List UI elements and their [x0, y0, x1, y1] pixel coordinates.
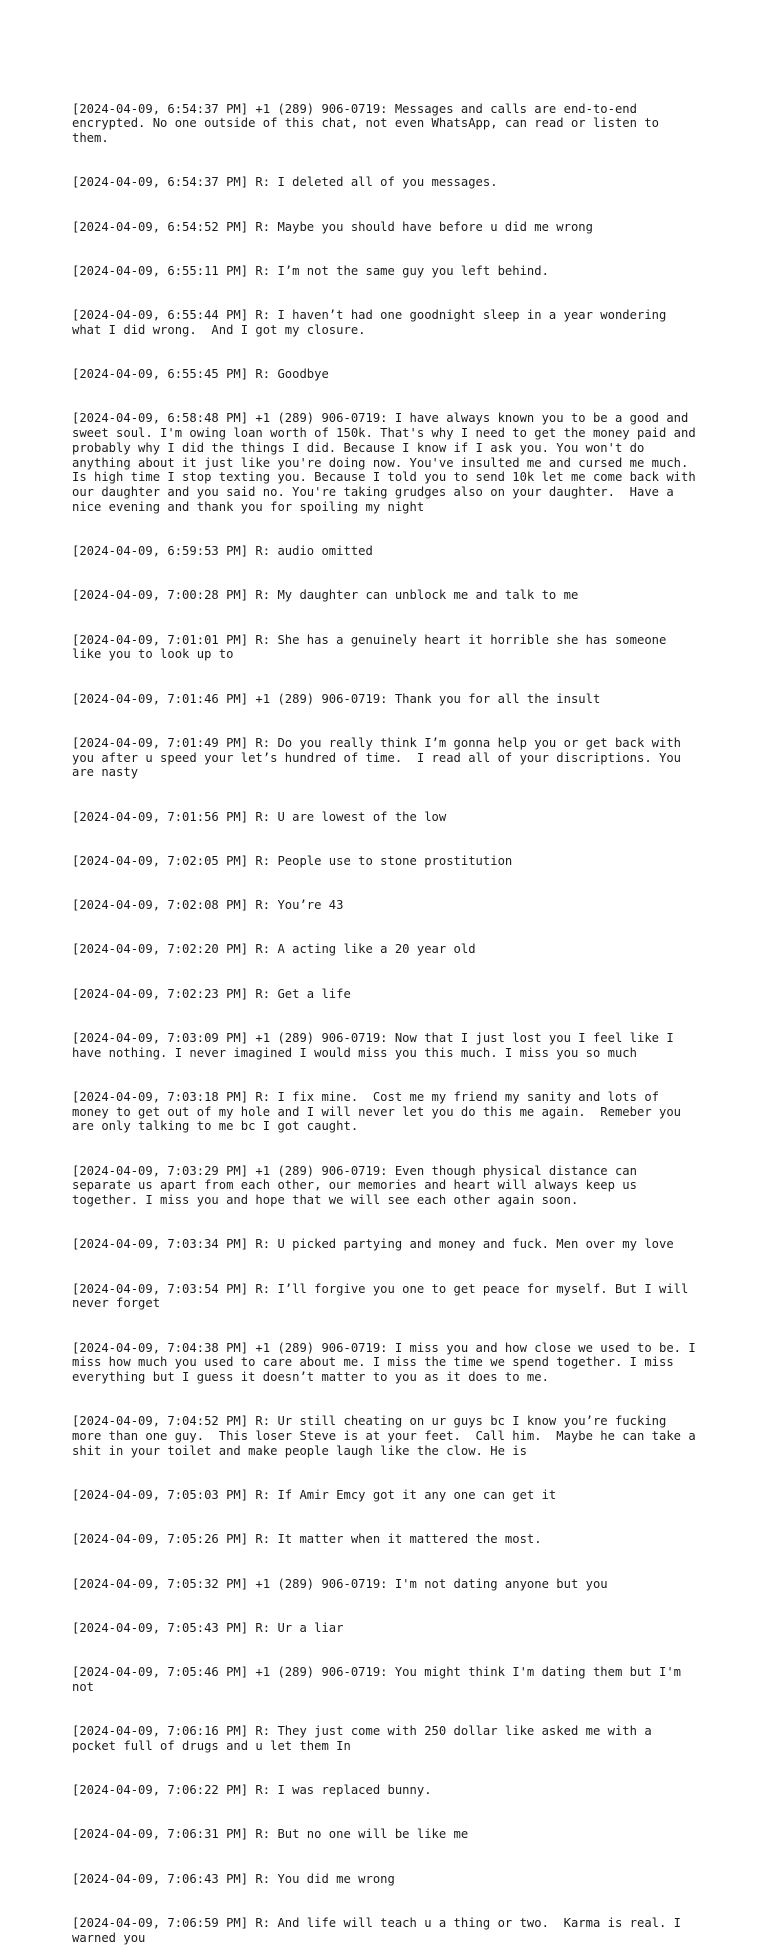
message-entry: [2024-04-09, 7:01:01 PM] R: She has a genuinely heart it horrible she has someone like you to look up to: [72, 632, 674, 662]
message-entry: [2024-04-09, 7:05:46 PM] +1 (289) 906-0719: You might think I'm dating them but I'm not: [72, 1665, 689, 1694]
message-entry: [2024-04-09, 7:03:54 PM] R: I’ll forgive you one to get peace for myself. But I will never forget: [72, 1281, 696, 1311]
message-entry: [2024-04-09, 7:01:46 PM] +1 (289) 906-0719: Thank you for all the insult: [72, 691, 601, 706]
message-entry: [2024-04-09, 7:06:16 PM] R: They just come with 250 dollar like asked me with a pocket full of drugs and u let them In: [72, 1724, 660, 1753]
message-entry: [2024-04-09, 7:03:09 PM] +1 (289) 906-0719: Now that I just lost you I feel like I have nothing. I never imagined I would miss you this much. I miss you so much: [72, 1030, 682, 1060]
message-entry: [2024-04-09, 7:06:22 PM] R: I was replaced bunny.: [72, 1783, 432, 1797]
message-entry: [2024-04-09, 7:01:56 PM] R: U are lowest of the low: [72, 809, 447, 824]
message-entry: [2024-04-09, 6:55:44 PM] R: I haven’t had one goodnight sleep in a year wondering what I did wrong. And I got my closure.: [72, 308, 674, 337]
message-entry: [2024-04-09, 7:05:43 PM] R: Ur a liar: [72, 1620, 344, 1635]
message-entry: [2024-04-09, 6:54:37 PM] R: I deleted all of you messages.: [72, 175, 498, 190]
message-entry: [2024-04-09, 7:05:26 PM] R: It matter when it mattered the most.: [72, 1532, 542, 1547]
message-entry: [2024-04-09, 7:05:03 PM] R: If Amir Emcy got it any one can get it: [72, 1488, 557, 1502]
message-entry: [2024-04-09, 7:02:08 PM] R: You’re 43: [72, 898, 344, 912]
message-entry: [2024-04-09, 7:03:29 PM] +1 (289) 906-0719: Even though physical distance can separate us apart from each other, our memories and heart will always keep us together. I miss you and hope that we will see each other again soon.: [72, 1163, 645, 1207]
message-entry: [2024-04-09, 7:01:49 PM] R: Do you really think I’m gonna help you or get back with you after u speed your let’s hundred of time. I read all of your discriptions. You are nasty: [72, 735, 689, 780]
message-entry: [2024-04-09, 7:05:32 PM] +1 (289) 906-0719: I'm not dating anyone but you: [72, 1576, 608, 1591]
message-entry: [2024-04-09, 6:54:52 PM] R: Maybe you should have before u did me wrong: [72, 219, 593, 234]
message-entry: [2024-04-09, 7:03:34 PM] R: U picked partying and money and fuck. Men over my love: [72, 1237, 674, 1252]
message-entry: [2024-04-09, 6:59:53 PM] R: audio omitted: [72, 544, 373, 558]
message-entry: [2024-04-09, 7:06:59 PM] R: And life will teach u a thing or two. Karma is real. I warned you: [72, 1915, 689, 1945]
message-entry: [2024-04-09, 7:03:18 PM] R: I fix mine. Cost me my friend my sanity and lots of money to get out of my hole and I will never let you do this me again. Remeber you are only talking to me bc I got caught.: [72, 1089, 689, 1134]
message-entry: [2024-04-09, 7:02:23 PM] R: Get a life: [72, 986, 351, 1001]
message-entry: [2024-04-09, 7:04:52 PM] R: Ur still cheating on ur guys bc I know you’re fucking more than one guy. This loser Steve is at your feet. Call him. Maybe he can take a shit in your toilet and make people laugh like the clow. He is: [72, 1414, 704, 1458]
message-entry: [2024-04-09, 7:00:28 PM] R: My daughter can unblock me and talk to me: [72, 588, 579, 603]
message-entry: [2024-04-09, 7:02:05 PM] R: People use to stone prostitution: [72, 853, 513, 868]
message-entry: [2024-04-09, 7:04:38 PM] +1 (289) 906-0719: I miss you and how close we used to be. I miss how much you used to care about me. I miss the time we spend together. I miss everything but I guess it doesn’t matter to you as it does to me.: [72, 1340, 704, 1384]
chat-transcript: [72, 72, 702, 1960]
message-entry: [2024-04-09, 7:02:20 PM] R: A acting like a 20 year old: [72, 942, 476, 957]
message-entry: [2024-04-09, 6:54:37 PM] +1 (289) 906-0719: Messages and calls are end-to-end encrypted. No one outside of this chat, not even WhatsApp, can read or listen to them.: [72, 101, 667, 145]
message-entry: [2024-04-09, 6:55:45 PM] R: Goodbye: [72, 367, 329, 381]
message-entry: [2024-04-09, 6:58:48 PM] +1 (289) 906-0719: I have always known you to be a good and sweet soul. I'm owing loan worth of 150k. That's why I need to get the money paid and probably why I did the things I did. Because I know if I ask you. You won't do anything about it just like you're doing now. You've insulted me and cursed me much. Is high time I stop texting you. Because I told you to send 10k let me come back with our daughter and you said no. You're taking grudges also on your daughter. Have a nice evening and thank you for spoiling my night: [72, 411, 704, 514]
message-entry: [2024-04-09, 7:06:31 PM] R: But no one will be like me: [72, 1827, 469, 1842]
message-entry: [2024-04-09, 6:55:11 PM] R: I’m not the same guy you left behind.: [72, 263, 549, 278]
message-entry: [2024-04-09, 7:06:43 PM] R: You did me wrong: [72, 1871, 395, 1886]
